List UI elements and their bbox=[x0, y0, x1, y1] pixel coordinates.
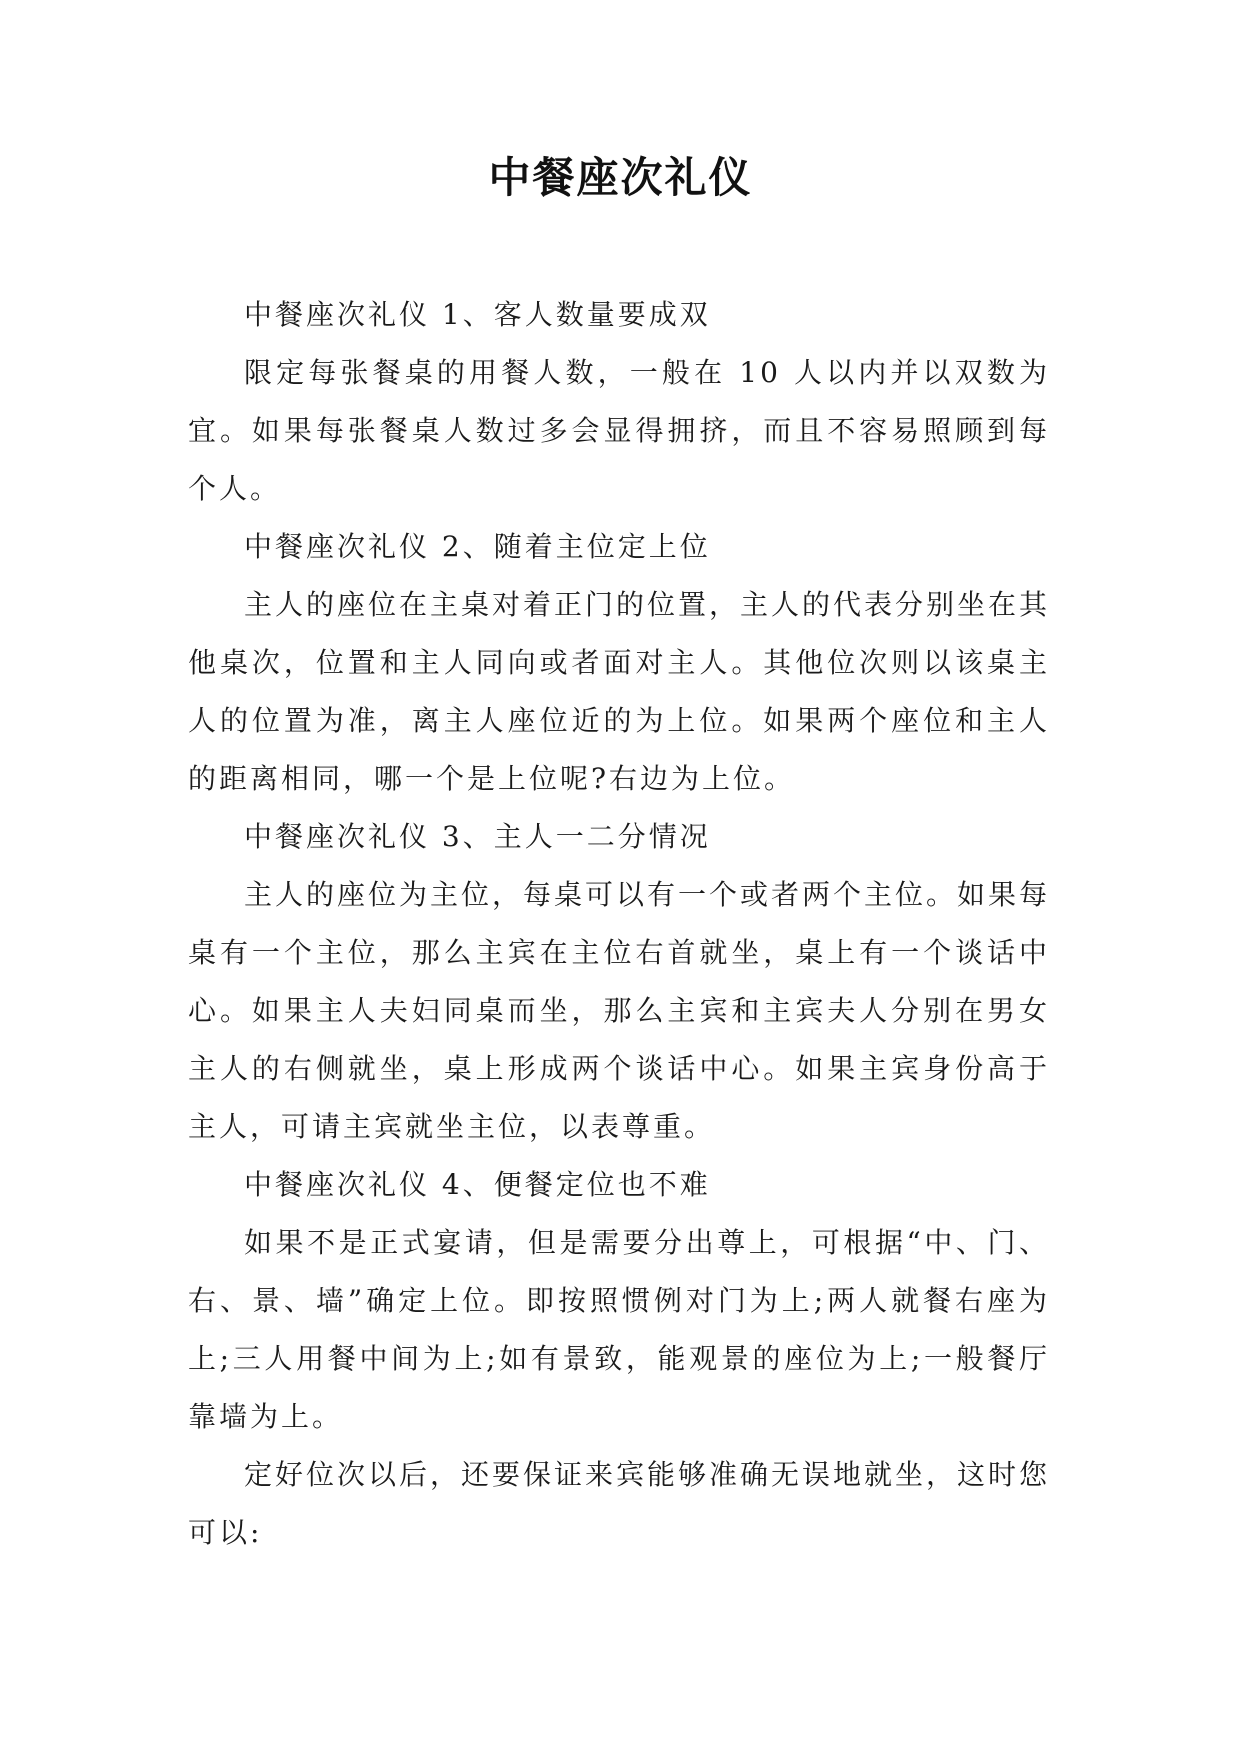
section-heading-1: 中餐座次礼仪 1、客人数量要成双 bbox=[244, 298, 711, 331]
document-body bbox=[188, 286, 1050, 1562]
section-heading-4: 中餐座次礼仪 4、便餐定位也不难 bbox=[244, 1168, 711, 1201]
page-title: 中餐座次礼仪 bbox=[488, 153, 753, 202]
section-heading-3: 中餐座次礼仪 3、主人一二分情况 bbox=[244, 820, 711, 853]
section-text-1: 限定每张餐桌的用餐人数，一般在 10 人以内并以双数为宜。如果每张餐桌人数过多会显得拥挤，而且不容易照顾到每个人。 bbox=[188, 356, 1050, 505]
section-text-3: 主人的座位为主位，每桌可以有一个或者两个主位。如果每桌有一个主位，那么主宾在主位右首就坐，桌上有一个谈话中心。如果主人夫妇同桌而坐，那么主宾和主宾夫人分别在男女主人的右侧就坐，桌上形成两个谈话中心。如果主宾身份高于主人，可请主宾就坐主位，以表尊重。 bbox=[188, 878, 1051, 1143]
section-heading-2: 中餐座次礼仪 2、随着主位定上位 bbox=[244, 530, 711, 563]
section-text-2: 主人的座位在主桌对着正门的位置，主人的代表分别坐在其他桌次，位置和主人同向或者面对主人。其他位次则以该桌主人的位置为准，离主人座位近的为上位。如果两个座位和主人的距离相同，哪一个是上位呢?右边为上位。 bbox=[188, 588, 1051, 795]
closing-text: 定好位次以后，还要保证来宾能够准确无误地就坐，这时您可以: bbox=[188, 1458, 1051, 1549]
section-text-4: 如果不是正式宴请，但是需要分出尊上，可根据“中、门、右、景、墙”确定上位。即按照惯例对门为上;两人就餐右座为上;三人用餐中间为上;如有景致，能观景的座位为上;一般餐厅靠墙为上。 bbox=[188, 1226, 1050, 1433]
